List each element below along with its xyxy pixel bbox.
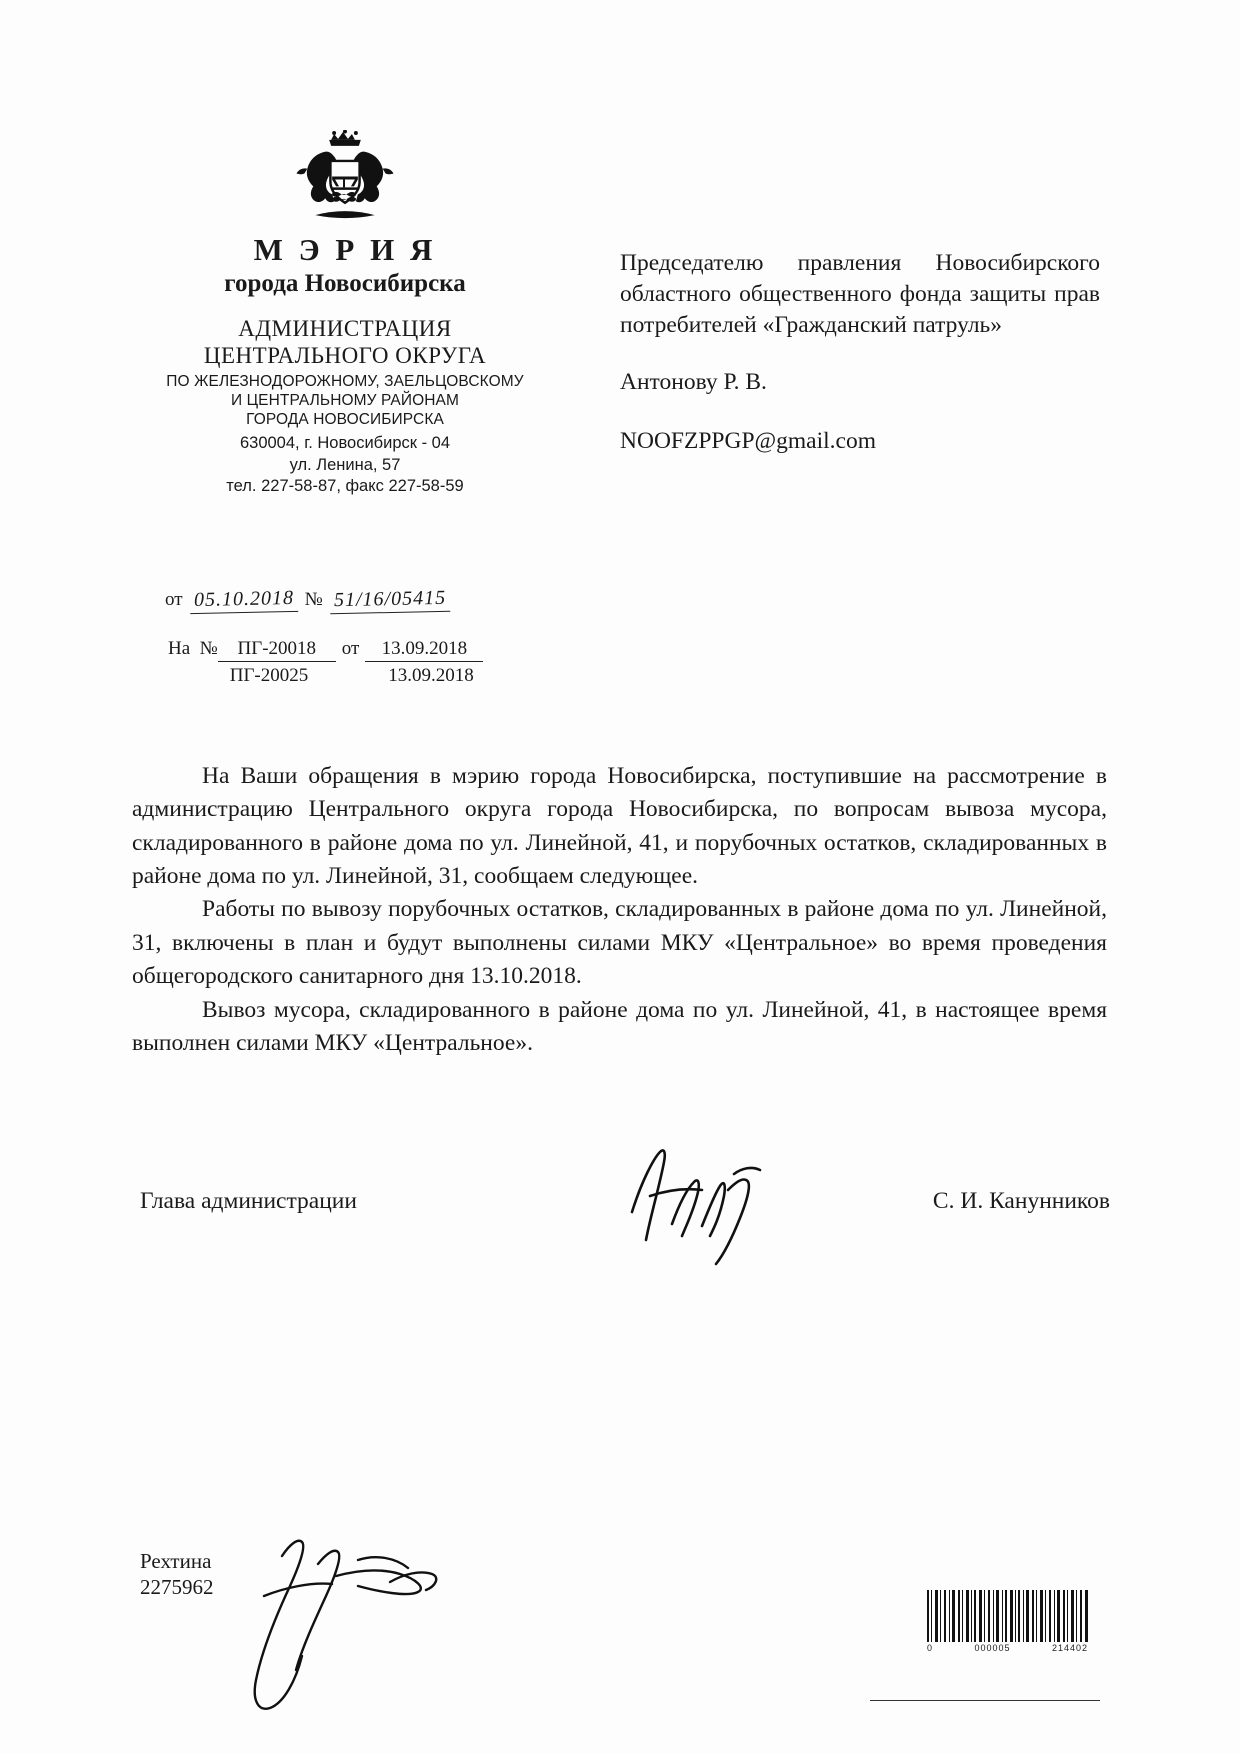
novosibirsk-coat-of-arms-icon: [285, 130, 405, 225]
body-paragraph-2: Работы по вывозу порубочных остатков, складированных в районе дома по ул. Линейной, 31, включены в план и будут выполнены силами МКУ «Центральное» во время проведения общегородского санитарного дня 13.10.2018.: [132, 896, 1107, 990]
addressee-organization: Председателю правления Новосибирского областного общественного фонда защиты прав потребителей «Гражданский патруль»: [620, 250, 1100, 339]
incoming-label: На №: [168, 638, 218, 659]
addressee-name: Антонову Р. В.: [620, 369, 767, 396]
number-value: 51/16/05415: [329, 587, 450, 615]
signer-position: Глава администрации: [140, 1188, 357, 1214]
barcode-icon: [925, 1590, 1090, 1642]
districts-line-3: ГОРОДА НОВОСИБИРСКА: [246, 411, 444, 429]
body-paragraph-3: Вывоз мусора, складированного в районе дома по ул. Линейной, 41, в настоящее время выполнен силами МКУ «Центральное».: [132, 996, 1107, 1056]
date-value: 05.10.2018: [189, 587, 297, 614]
body-paragraph-1: На Ваши обращения в мэрию города Новосибирска, поступившие на рассмотрение в администрацию Центрального округа города Новосибирска, по вопросам вывоза мусора, складированного в районе дома по ул. Линейной, 41, и порубочных остатков, складированных в районе дома по ул. Линейной, 31, сообщаем следующее.: [132, 763, 1107, 890]
admin-line-1: АДМИНИСТРАЦИЯ: [238, 316, 452, 342]
districts-line-1: ПО ЖЕЛЕЗНОДОРОЖНОМУ, ЗАЕЛЬЦОВСКОМУ: [166, 373, 524, 391]
bottom-rule: [870, 1700, 1100, 1701]
incoming-date-1: 13.09.2018: [365, 638, 483, 662]
handwritten-signature-icon: [240, 1530, 470, 1720]
incoming-date-label: от: [341, 638, 360, 659]
executor-phone: 2275962: [140, 1575, 214, 1600]
districts-line-2: И ЦЕНТРАЛЬНОМУ РАЙОНАМ: [230, 392, 460, 410]
barcode-digit-left: 0: [927, 1643, 934, 1653]
barcode-digits: [925, 1643, 1090, 1653]
incoming-date-2: 13.09.2018: [388, 665, 474, 686]
date-label: от: [165, 589, 183, 610]
registration-date-row: [165, 588, 585, 613]
addressee-email: NOOFZPPGP@gmail.com: [620, 428, 877, 455]
org-title: М Э Р И Я: [253, 232, 437, 267]
barcode-block: [925, 1590, 1090, 1653]
incoming-number-1: ПГ-20018: [218, 638, 336, 662]
letterhead: [130, 130, 560, 497]
number-label: №: [304, 589, 323, 610]
admin-line-2: ЦЕНТРАЛЬНОГО ОКРУГА: [203, 343, 487, 369]
addressee-block: [620, 248, 1100, 457]
barcode-digit-mid: 000005: [974, 1643, 1011, 1653]
executor-block: [140, 1548, 214, 1601]
incoming-reference-block: [168, 638, 598, 687]
signature-row: [140, 1188, 1110, 1215]
incoming-number-2: ПГ-20025: [229, 665, 309, 686]
barcode-digit-right: 214402: [1051, 1643, 1088, 1653]
address-line-1: 630004, г. Новосибирск - 04: [239, 434, 451, 453]
org-city: города Новосибирска: [224, 270, 466, 298]
address-line-3: тел. 227-58-87, факс 227-58-59: [226, 476, 464, 495]
address-line-2: ул. Ленина, 57: [289, 455, 401, 474]
signer-name: С. И. Канунников: [932, 1188, 1110, 1214]
executor-name: Рехтина: [140, 1549, 212, 1573]
letter-body: [132, 760, 1107, 1060]
